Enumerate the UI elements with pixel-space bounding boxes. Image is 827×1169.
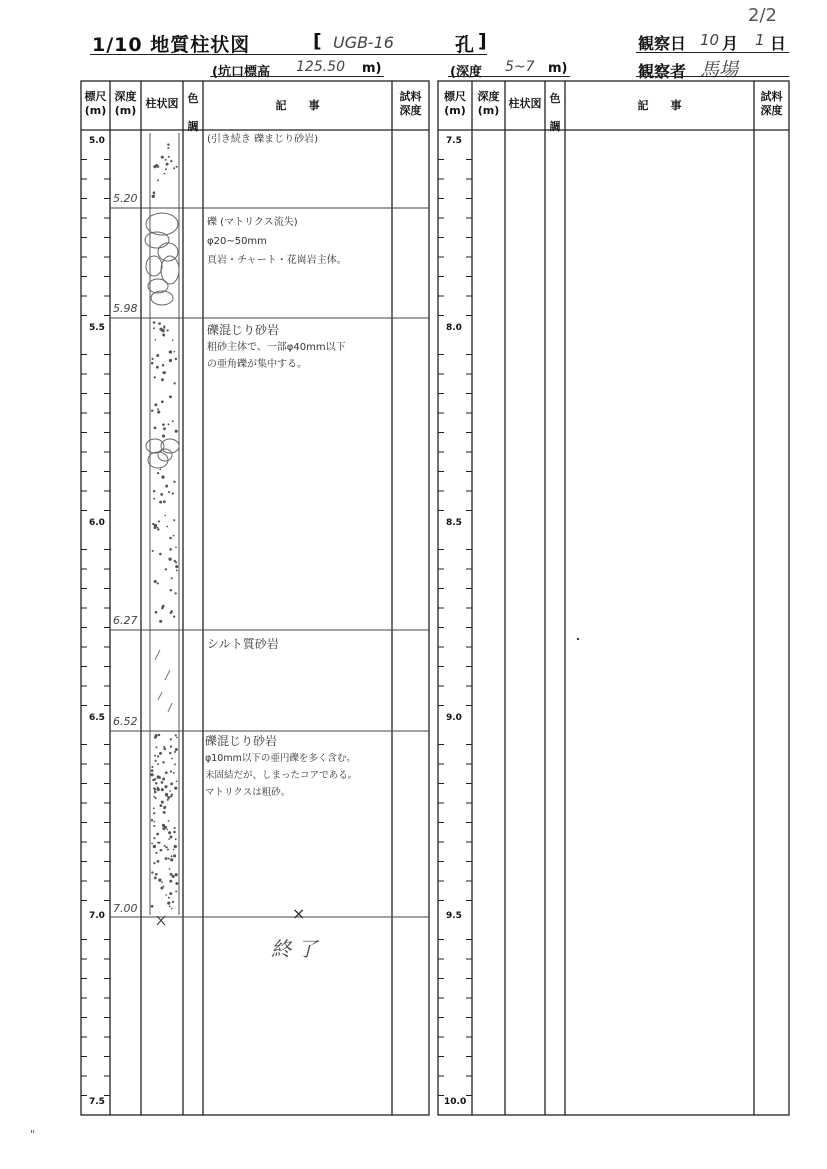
scale-tick-left: 6.5: [89, 713, 105, 723]
layer-note-5: 礫混じり砂岩 φ10mm以下の亜円礫を多く含む。 未固結だが、しまったコアである。 マトリクスは粗砂。: [205, 734, 358, 798]
header-notes-right: 記 事: [637, 99, 682, 112]
hole-open-bracket: [: [313, 30, 323, 52]
date-day-unit: 日: [770, 34, 787, 53]
date-month: 10: [700, 31, 720, 49]
layer-note-2: 礫 (マトリクス流失) φ20~50mm 頁岩・チャート・花崗岩主体。: [207, 217, 347, 266]
date-label: 観察日: [638, 34, 687, 53]
boundary-depth: 5.98: [113, 302, 138, 315]
observer-name: 馬場: [700, 59, 739, 81]
depth-range-unit: m): [548, 61, 568, 76]
observer-label: 観察者: [638, 62, 687, 81]
layer-note-3: 礫混じり砂岩 粗砂主体で、一部φ40mm以下 の亜角礫が集中する。: [207, 323, 346, 370]
scale-tick-left: 6.0: [89, 518, 105, 528]
header-sample-right: 試料 深度: [760, 90, 783, 117]
header-scale-left: 標尺 (m): [84, 90, 107, 117]
end-mark: ×: [292, 904, 306, 923]
layer-note-4: シルト質砂岩: [207, 637, 279, 651]
collar-value: 125.50: [296, 59, 345, 75]
end-text: 終了: [271, 937, 323, 961]
header-scale-right: 標尺 (m): [444, 90, 466, 117]
hole-close-bracket: ]: [478, 30, 488, 52]
collar-unit: m): [362, 61, 382, 76]
header-column-right: 柱状図: [508, 97, 542, 110]
boundary-depth: 7.00: [113, 902, 138, 915]
scale-tick-right: 7.5: [446, 136, 462, 146]
boundary-depth: 6.27: [113, 614, 138, 627]
scale-tick-left: 5.5: [89, 323, 105, 333]
boundary-depth: 6.52: [113, 715, 138, 728]
hole-suffix: 孔: [455, 34, 476, 56]
header-color-left: 色 調: [187, 92, 199, 133]
scale-tick-left: 7.0: [89, 911, 105, 921]
header-depth-left: 深度 (m): [114, 90, 137, 117]
page-number: 2/2: [748, 5, 777, 26]
scale-tick-left: 7.5: [89, 1097, 105, 1107]
hole-id: UGB-16: [333, 33, 394, 52]
depth-range-label: (深度: [450, 65, 482, 80]
scale-tick-right: 8.0: [446, 323, 462, 333]
header-depth-right: 深度 (m): [477, 90, 500, 117]
scale-tick-right: 8.5: [446, 518, 462, 528]
date-month-unit: 月: [722, 34, 739, 53]
scale-tick-right: 9.0: [446, 713, 462, 723]
page-title: 1/10 地質柱状図: [92, 34, 251, 56]
date-day: 1: [755, 31, 765, 49]
depth-range-value: 5~7: [505, 59, 535, 75]
scale-tick-right: 9.5: [446, 911, 462, 921]
scale-tick-right: 10.0: [444, 1097, 467, 1107]
boundary-depth: 5.20: [113, 192, 138, 205]
scale-tick-left: 5.0: [89, 136, 105, 146]
collar-label: (坑口標高: [212, 65, 270, 80]
header-color-right: 色 調: [549, 92, 561, 133]
layer-note-1: (引き続き 礫まじり砂岩): [207, 134, 318, 145]
header-notes-left: 記 事: [275, 99, 320, 112]
footer-mark: ": [30, 1128, 36, 1141]
header-sample-left: 試料 深度: [399, 90, 422, 117]
header-column-left: 柱状図: [145, 97, 179, 110]
